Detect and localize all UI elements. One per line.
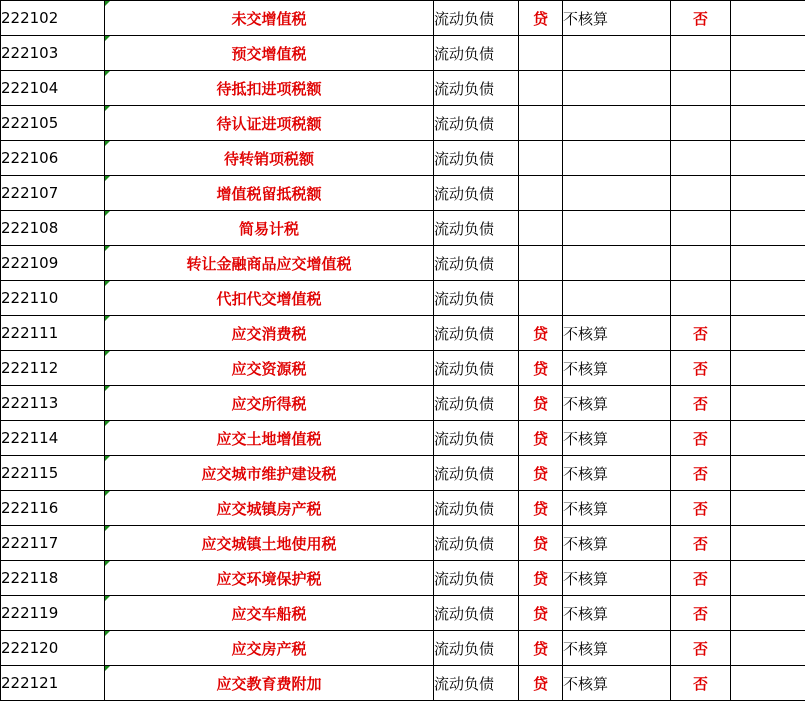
balance-direction-cell[interactable]: 贷 (519, 316, 563, 351)
account-code-cell[interactable]: 222121 (1, 666, 105, 701)
account-code-cell[interactable]: 222113 (1, 386, 105, 421)
account-name-cell[interactable]: 应交资源税 (105, 351, 434, 386)
account-name-cell[interactable]: 预交增值税 (105, 36, 434, 71)
category-cell[interactable]: 流动负债 (434, 1, 519, 36)
account-code-cell[interactable]: 222116 (1, 491, 105, 526)
balance-direction-cell[interactable]: 贷 (519, 666, 563, 701)
category-cell[interactable]: 流动负债 (434, 526, 519, 561)
account-code-cell[interactable]: 222102 (1, 1, 105, 36)
category-cell[interactable]: 流动负债 (434, 316, 519, 351)
accounting-check-cell[interactable]: 不核算 (563, 596, 671, 631)
account-name-cell[interactable]: 应交消费税 (105, 316, 434, 351)
account-name-cell[interactable]: 应交所得税 (105, 386, 434, 421)
accounting-check-cell[interactable] (563, 281, 671, 316)
account-code-cell[interactable]: 222110 (1, 281, 105, 316)
balance-direction-cell[interactable]: 贷 (519, 1, 563, 36)
table-row (1, 281, 805, 316)
accounting-check-cell[interactable]: 不核算 (563, 491, 671, 526)
flag-cell[interactable] (671, 71, 731, 106)
account-name-cell[interactable]: 未交增值税 (105, 1, 434, 36)
balance-direction-cell[interactable] (519, 281, 563, 316)
accounting-check-cell[interactable] (563, 36, 671, 71)
category-cell[interactable]: 流动负债 (434, 176, 519, 211)
empty-cell[interactable] (731, 351, 805, 386)
empty-cell[interactable] (731, 106, 805, 141)
empty-cell[interactable] (731, 36, 805, 71)
account-name-cell[interactable]: 应交城镇土地使用税 (105, 526, 434, 561)
account-name-cell[interactable]: 待抵扣进项税额 (105, 71, 434, 106)
flag-cell[interactable] (671, 176, 731, 211)
account-code-cell[interactable]: 222103 (1, 36, 105, 71)
balance-direction-cell[interactable]: 贷 (519, 456, 563, 491)
balance-direction-cell[interactable] (519, 106, 563, 141)
account-name-cell[interactable]: 应交土地增值税 (105, 421, 434, 456)
empty-cell[interactable] (731, 246, 805, 281)
category-cell[interactable]: 流动负债 (434, 456, 519, 491)
accounting-check-cell[interactable]: 不核算 (563, 631, 671, 666)
table-row (1, 421, 805, 456)
empty-cell[interactable] (731, 456, 805, 491)
account-name-cell[interactable]: 代扣代交增值税 (105, 281, 434, 316)
empty-cell[interactable] (731, 281, 805, 316)
table-row (1, 631, 805, 666)
account-code-cell[interactable]: 222118 (1, 561, 105, 596)
category-cell[interactable]: 流动负债 (434, 631, 519, 666)
balance-direction-cell[interactable]: 贷 (519, 421, 563, 456)
empty-cell[interactable] (731, 491, 805, 526)
flag-cell[interactable]: 否 (671, 456, 731, 491)
account-code-cell[interactable]: 222120 (1, 631, 105, 666)
table-row (1, 246, 805, 281)
flag-cell[interactable] (671, 246, 731, 281)
account-code-cell[interactable]: 222112 (1, 351, 105, 386)
category-cell[interactable]: 流动负债 (434, 491, 519, 526)
account-name-cell[interactable]: 应交城镇房产税 (105, 491, 434, 526)
balance-direction-cell[interactable]: 贷 (519, 631, 563, 666)
table-row (1, 386, 805, 421)
account-name-cell[interactable]: 增值税留抵税额 (105, 176, 434, 211)
flag-cell[interactable]: 否 (671, 316, 731, 351)
empty-cell[interactable] (731, 316, 805, 351)
flag-cell[interactable]: 否 (671, 386, 731, 421)
balance-direction-cell[interactable] (519, 36, 563, 71)
table-row (1, 526, 805, 561)
table-row (1, 666, 805, 701)
empty-cell[interactable] (731, 596, 805, 631)
accounting-check-cell[interactable]: 不核算 (563, 1, 671, 36)
table-row (1, 316, 805, 351)
category-cell[interactable]: 流动负债 (434, 71, 519, 106)
accounting-check-cell[interactable]: 不核算 (563, 316, 671, 351)
accounting-check-cell[interactable] (563, 141, 671, 176)
accounting-check-cell[interactable] (563, 106, 671, 141)
balance-direction-cell[interactable] (519, 141, 563, 176)
category-cell[interactable]: 流动负债 (434, 281, 519, 316)
accounting-check-cell[interactable]: 不核算 (563, 421, 671, 456)
flag-cell[interactable] (671, 141, 731, 176)
account-code-cell[interactable]: 222111 (1, 316, 105, 351)
table-row (1, 106, 805, 141)
account-code-cell[interactable]: 222105 (1, 106, 105, 141)
accounting-check-cell[interactable]: 不核算 (563, 561, 671, 596)
account-code-cell[interactable]: 222109 (1, 246, 105, 281)
category-cell[interactable]: 流动负债 (434, 386, 519, 421)
accounting-check-cell[interactable]: 不核算 (563, 456, 671, 491)
account-name-cell[interactable]: 简易计税 (105, 211, 434, 246)
empty-cell[interactable] (731, 666, 805, 701)
account-name-cell[interactable]: 应交车船税 (105, 596, 434, 631)
account-name-cell[interactable]: 应交城市维护建设税 (105, 456, 434, 491)
balance-direction-cell[interactable]: 贷 (519, 526, 563, 561)
accounting-check-cell[interactable]: 不核算 (563, 351, 671, 386)
category-cell[interactable]: 流动负债 (434, 561, 519, 596)
flag-cell[interactable]: 否 (671, 351, 731, 386)
flag-cell[interactable]: 否 (671, 421, 731, 456)
balance-direction-cell[interactable]: 贷 (519, 561, 563, 596)
account-name-cell[interactable]: 转让金融商品应交增值税 (105, 246, 434, 281)
table-row (1, 176, 805, 211)
table-row (1, 1, 805, 36)
flag-cell[interactable] (671, 106, 731, 141)
accounting-check-cell[interactable] (563, 176, 671, 211)
table-row (1, 491, 805, 526)
balance-direction-cell[interactable] (519, 246, 563, 281)
account-code-cell[interactable]: 222108 (1, 211, 105, 246)
empty-cell[interactable] (731, 561, 805, 596)
table-row (1, 351, 805, 386)
account-name-cell[interactable]: 应交教育费附加 (105, 666, 434, 701)
account-code-cell[interactable]: 222117 (1, 526, 105, 561)
accounting-check-cell[interactable] (563, 246, 671, 281)
flag-cell[interactable] (671, 36, 731, 71)
empty-cell[interactable] (731, 71, 805, 106)
empty-cell[interactable] (731, 421, 805, 456)
empty-cell[interactable] (731, 176, 805, 211)
accounting-check-cell[interactable]: 不核算 (563, 526, 671, 561)
table-row (1, 561, 805, 596)
category-cell[interactable]: 流动负债 (434, 351, 519, 386)
flag-cell[interactable]: 否 (671, 526, 731, 561)
table-row (1, 596, 805, 631)
category-cell[interactable]: 流动负债 (434, 666, 519, 701)
account-code-cell[interactable]: 222115 (1, 456, 105, 491)
category-cell[interactable]: 流动负债 (434, 421, 519, 456)
category-cell[interactable]: 流动负债 (434, 36, 519, 71)
balance-direction-cell[interactable] (519, 176, 563, 211)
balance-direction-cell[interactable]: 贷 (519, 351, 563, 386)
balance-direction-cell[interactable]: 贷 (519, 491, 563, 526)
account-code-cell[interactable]: 222114 (1, 421, 105, 456)
account-code-cell[interactable]: 222119 (1, 596, 105, 631)
balance-direction-cell[interactable]: 贷 (519, 596, 563, 631)
flag-cell[interactable] (671, 281, 731, 316)
accounting-check-cell[interactable] (563, 211, 671, 246)
category-cell[interactable]: 流动负债 (434, 106, 519, 141)
flag-cell[interactable]: 否 (671, 561, 731, 596)
empty-cell[interactable] (731, 141, 805, 176)
account-code-cell[interactable]: 222107 (1, 176, 105, 211)
table-body (1, 1, 805, 701)
flag-cell[interactable]: 否 (671, 1, 731, 36)
table-row (1, 141, 805, 176)
accounting-check-cell[interactable]: 不核算 (563, 386, 671, 421)
empty-cell[interactable] (731, 211, 805, 246)
flag-cell[interactable]: 否 (671, 596, 731, 631)
table-row (1, 71, 805, 106)
flag-cell[interactable]: 否 (671, 491, 731, 526)
category-cell[interactable]: 流动负债 (434, 246, 519, 281)
balance-direction-cell[interactable]: 贷 (519, 386, 563, 421)
account-code-cell[interactable]: 222104 (1, 71, 105, 106)
category-cell[interactable]: 流动负债 (434, 596, 519, 631)
category-cell[interactable]: 流动负债 (434, 141, 519, 176)
account-name-cell[interactable]: 待认证进项税额 (105, 106, 434, 141)
empty-cell[interactable] (731, 526, 805, 561)
balance-direction-cell[interactable] (519, 211, 563, 246)
table-row (1, 36, 805, 71)
table-row (1, 211, 805, 246)
balance-direction-cell[interactable] (519, 71, 563, 106)
account-name-cell[interactable]: 待转销项税额 (105, 141, 434, 176)
category-cell[interactable]: 流动负债 (434, 211, 519, 246)
account-code-cell[interactable]: 222106 (1, 141, 105, 176)
account-name-cell[interactable]: 应交房产税 (105, 631, 434, 666)
flag-cell[interactable]: 否 (671, 631, 731, 666)
flag-cell[interactable] (671, 211, 731, 246)
empty-cell[interactable] (731, 631, 805, 666)
flag-cell[interactable]: 否 (671, 666, 731, 701)
table-row (1, 456, 805, 491)
accounting-check-cell[interactable]: 不核算 (563, 666, 671, 701)
empty-cell[interactable] (731, 1, 805, 36)
empty-cell[interactable] (731, 386, 805, 421)
accounting-check-cell[interactable] (563, 71, 671, 106)
account-name-cell[interactable]: 应交环境保护税 (105, 561, 434, 596)
